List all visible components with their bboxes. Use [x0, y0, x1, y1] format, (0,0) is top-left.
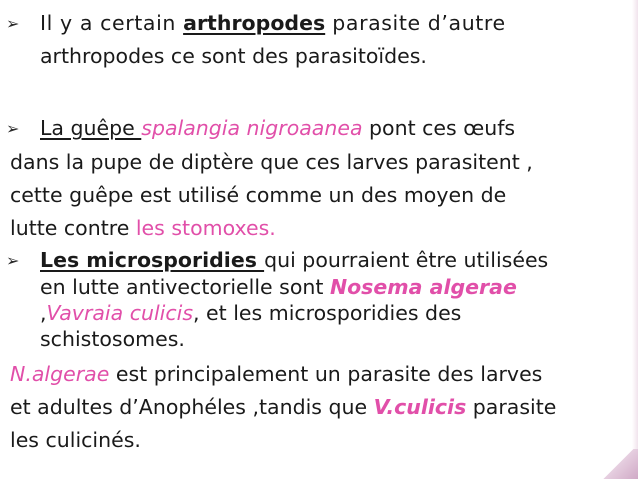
p2-species-name: spalangia nigroaanea — [141, 116, 363, 140]
p4-line2-text: et adultes d’Anophéles ,tandis que — [10, 395, 374, 419]
p3-vavraia: Vavraia culicis — [46, 301, 194, 325]
p4-n-algerae: N.algerae — [10, 362, 110, 386]
p3-line1 — [40, 247, 548, 273]
p1-line1-text: Il y a certain — [40, 11, 184, 35]
p3-line4: schistosomes. — [40, 327, 185, 351]
p2-line1 — [40, 115, 515, 141]
bullet-arrow-icon: ➢ — [6, 119, 20, 138]
p1-term-arthropodes: arthropodes — [183, 11, 326, 35]
p1-line1-end: parasite d’autre — [325, 11, 506, 35]
p2-term-guepe: La guêpe — [40, 116, 142, 140]
bullet-arrow-icon: ➢ — [6, 14, 20, 33]
p2-line2: dans la pupe de diptère que ces larves parasitent , — [10, 150, 533, 174]
p3-line3 — [40, 300, 461, 326]
p2-stomoxes: les stomoxes. — [135, 216, 276, 240]
p4-line1 — [10, 361, 542, 387]
p2-line1-end: pont ces œufs — [362, 116, 516, 140]
p3-line2-text: en lutte antivectorielle sont — [40, 275, 330, 299]
p1-line1 — [40, 10, 506, 36]
p3-line3-comma: , — [40, 301, 47, 325]
p1-line2: arthropodes ce sont des parasitoïdes. — [40, 44, 427, 68]
p4-line1-end: est principalement un parasite des larves — [109, 362, 543, 386]
p2-line3: cette guêpe est utilisé comme un des moyen de — [10, 183, 507, 207]
p3-line2 — [40, 274, 517, 300]
p4-line2-end: parasite — [466, 395, 557, 419]
p2-line4 — [10, 215, 276, 241]
slide-corner-decoration — [598, 449, 638, 479]
p3-line3-end: , et les microsporidies des — [193, 301, 462, 325]
p4-v-culicis: V.culicis — [373, 395, 467, 419]
p2-line4-text: lutte contre — [10, 216, 136, 240]
slide-right-edge-decoration — [632, 0, 638, 479]
p4-line2 — [10, 394, 556, 420]
p3-nosema: Nosema algerae — [329, 275, 517, 299]
p4-line3: les culicinés. — [10, 428, 141, 452]
p3-line1-end: qui pourraient être utilisées — [264, 248, 549, 272]
p3-term-microsporidies: Les microsporidies — [40, 248, 265, 272]
bullet-arrow-icon: ➢ — [6, 251, 20, 270]
